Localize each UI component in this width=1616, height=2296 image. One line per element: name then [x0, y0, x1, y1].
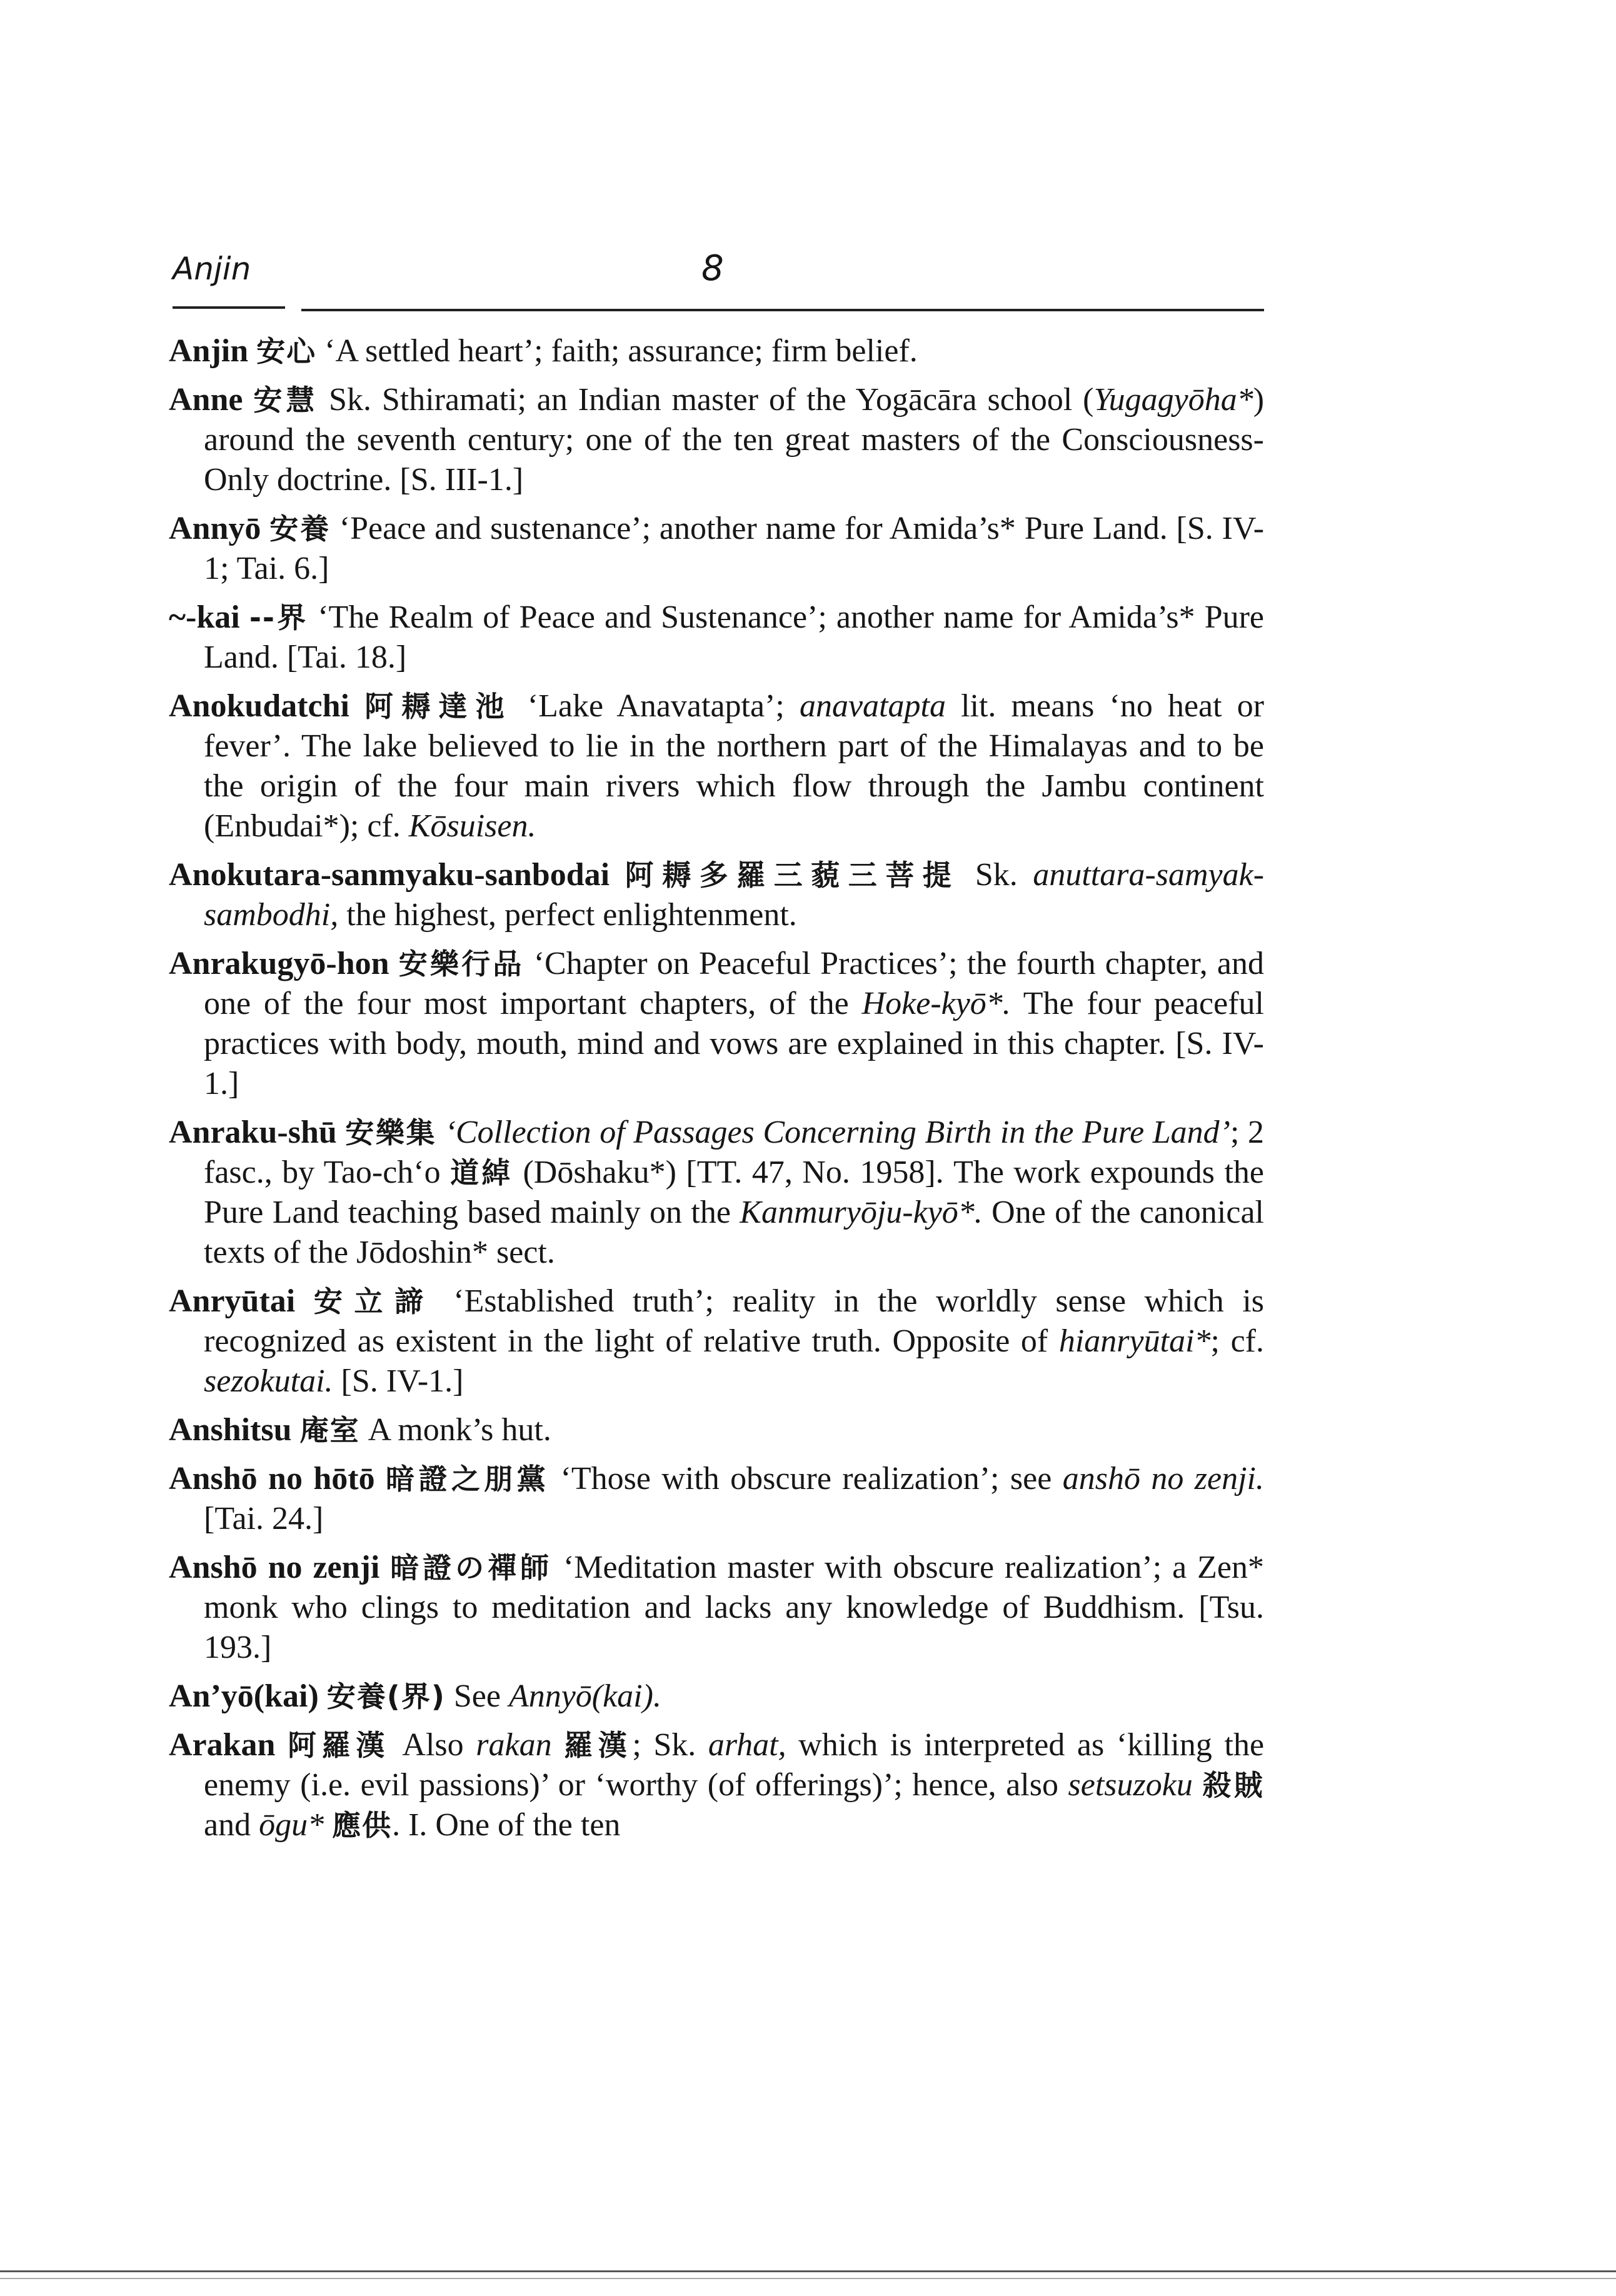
- page-number: 8: [701, 248, 724, 289]
- kanji: 應供: [332, 1808, 393, 1842]
- sanskrit-term: arhat,: [708, 1727, 786, 1763]
- definition: ‘Peace and sustenance’; another name for Amida’s* Pure Land. [S. IV-1; Tai. 6.]: [204, 511, 1265, 586]
- cross-reference: hianryūtai*: [1058, 1323, 1211, 1359]
- definition: One of the canonical texts of the Jōdoshin* sect.: [204, 1195, 1264, 1270]
- entry-anryutai: [169, 1281, 1264, 1401]
- definition: Sk.: [975, 857, 1033, 893]
- kanji: 暗證の禪師: [390, 1551, 553, 1585]
- definition: ; 2 fasc., by Tao-ch‘o: [204, 1115, 1265, 1190]
- definition: . I. One of the ten: [392, 1807, 621, 1843]
- kanji: 安養(界): [326, 1680, 446, 1713]
- definition: ‘Chapter on Peaceful Practices’; the fourth chapter, and one of the four most important chapters, of the: [204, 946, 1264, 1021]
- headword: Anryūtai: [169, 1283, 296, 1319]
- kanji: 安養: [269, 512, 331, 546]
- cross-reference: anshō no zenji.: [1062, 1461, 1264, 1496]
- headword: Anjin: [169, 333, 249, 369]
- kanji: 安立諦: [313, 1285, 435, 1318]
- definition: ‘Lake Anavatapta’;: [527, 688, 800, 724]
- entry-anraku-shu: [169, 1113, 1264, 1273]
- definition: ) around the seventh century; one of the ten great masters of the Consciousness-Only doctrine. [S. III-1.]: [204, 382, 1265, 498]
- definition: ‘Meditation master with obscure realization’; a Zen* monk who clings to meditation and lacks any knowledge of Buddhism. [Tsu. 193.]: [204, 1550, 1265, 1665]
- entry-anyo-kai: [169, 1677, 1264, 1717]
- work-title: ‘Collection of Passages Concerning Birth in the Pure Land’: [444, 1115, 1230, 1150]
- kanji: 阿羅漢: [288, 1728, 390, 1762]
- dictionary-entries: [169, 331, 1264, 1854]
- entry-anjin: [169, 331, 1264, 371]
- entry-anokutara: [169, 855, 1264, 935]
- definition: lit. means ‘no heat or fever’. The lake believed to lie in the northern part of the Himalayas and to be the origin of the four main rivers which flow through the Jambu continent (Enbudai*); cf.: [204, 688, 1265, 844]
- definition: The four peaceful practices with body, mouth, mind and vows are explained in this chapter. [S. IV-1.]: [204, 986, 1264, 1101]
- definition: See: [453, 1678, 509, 1714]
- definition: Also: [402, 1727, 476, 1763]
- definition: the highest, perfect enlightenment.: [338, 897, 797, 933]
- kanji: 道綽: [450, 1156, 513, 1190]
- cross-reference: Annyō(kai).: [508, 1678, 661, 1714]
- variant-term: rakan: [476, 1727, 552, 1763]
- entry-anrakugyo-hon: [169, 944, 1264, 1104]
- definition: [S. IV-1.]: [333, 1363, 464, 1399]
- definition: which is interpreted as ‘killing the enemy (i.e. evil passions)’ or ‘worthy (of offerings)’; hence, also: [204, 1727, 1265, 1803]
- entry-annyo: [169, 509, 1264, 589]
- cross-reference: Kōsuisen.: [408, 808, 536, 844]
- entry-arakan: [169, 1725, 1264, 1845]
- headword: An’yō(kai): [169, 1678, 319, 1714]
- header-rule-right: [301, 309, 1264, 311]
- cross-reference: ōgu*: [259, 1807, 324, 1843]
- cross-reference: sezokutai.: [204, 1363, 333, 1399]
- kanji: 安樂行品: [398, 947, 524, 981]
- definition: Sk. Sthiramati; an Indian master of the Yogācāra school (: [329, 382, 1094, 418]
- definition: ‘The Realm of Peace and Sustenance’; another name for Amida’s* Pure Land. [Tai. 18.]: [204, 599, 1265, 675]
- kanji: 殺賊: [1202, 1768, 1265, 1802]
- entry-annyo-kai: [169, 598, 1264, 678]
- kanji: 阿耨達池: [364, 689, 513, 723]
- kanji: 羅漢: [564, 1728, 633, 1762]
- entry-ansho-no-zenji: [169, 1548, 1264, 1668]
- headword: Anshitsu: [169, 1412, 292, 1448]
- definition: and: [204, 1807, 259, 1843]
- headword: Anshō no hōtō: [169, 1461, 375, 1496]
- headword: Anne: [169, 382, 243, 418]
- definition: ‘Those with obscure realization’; see: [560, 1461, 1063, 1496]
- definition: A monk’s hut.: [368, 1412, 551, 1448]
- definition: ‘A settled heart’; faith; assurance; firm belief.: [324, 333, 918, 369]
- headword: Arakan: [169, 1727, 276, 1763]
- headword: Anraku-shū: [169, 1115, 337, 1150]
- definition: (Dōshaku*) [TT. 47, No. 1958]. The work expounds the Pure Land teaching based mainly on the: [204, 1155, 1265, 1230]
- cross-reference: Kanmuryōju-kyō*.: [740, 1195, 983, 1230]
- entry-anshitsu: [169, 1410, 1264, 1450]
- kanji: 暗證之朋黨: [386, 1462, 550, 1496]
- headword: Anrakugyō-hon: [169, 946, 389, 981]
- headword: Annyō: [169, 511, 261, 546]
- kanji: 安心: [256, 334, 317, 368]
- running-head-word: Anjin: [173, 251, 251, 287]
- entry-anne: [169, 380, 1264, 500]
- headword: Anshō no zenji: [169, 1550, 380, 1585]
- definition: [Tai. 24.]: [204, 1501, 324, 1537]
- scan-edge-line: [0, 2278, 1616, 2279]
- headword: ~-kai: [169, 599, 240, 635]
- kanji: 安樂集: [345, 1116, 437, 1150]
- sanskrit-term: anavatapta: [799, 688, 946, 724]
- cross-reference: Hoke-kyō*.: [861, 986, 1011, 1021]
- cross-reference: Yugagyōha*: [1093, 382, 1253, 418]
- kanji: 庵室: [299, 1413, 360, 1447]
- kanji: 阿耨多羅三藐三菩提: [625, 858, 960, 892]
- definition: ; cf.: [1210, 1323, 1265, 1359]
- definition: ‘Established truth’; reality in the worldly sense which is recognized as existent in the light of relative truth. Opposite of: [204, 1283, 1265, 1359]
- scan-edge-line: [0, 2270, 1616, 2272]
- header-rule-left: [173, 306, 285, 309]
- headword: Anokutara-sanmyaku-sanbodai: [169, 857, 610, 893]
- variant-term: setsuzoku: [1068, 1767, 1193, 1803]
- entry-ansho-no-hoto: [169, 1459, 1264, 1539]
- entry-anokudatchi: [169, 686, 1264, 846]
- definition: ; Sk.: [632, 1727, 708, 1763]
- headword: Anokudatchi: [169, 688, 349, 724]
- kanji: --界: [249, 601, 309, 634]
- sanskrit-term: anuttara-samyak-sambodhi,: [204, 857, 1265, 933]
- kanji: 安慧: [253, 383, 319, 417]
